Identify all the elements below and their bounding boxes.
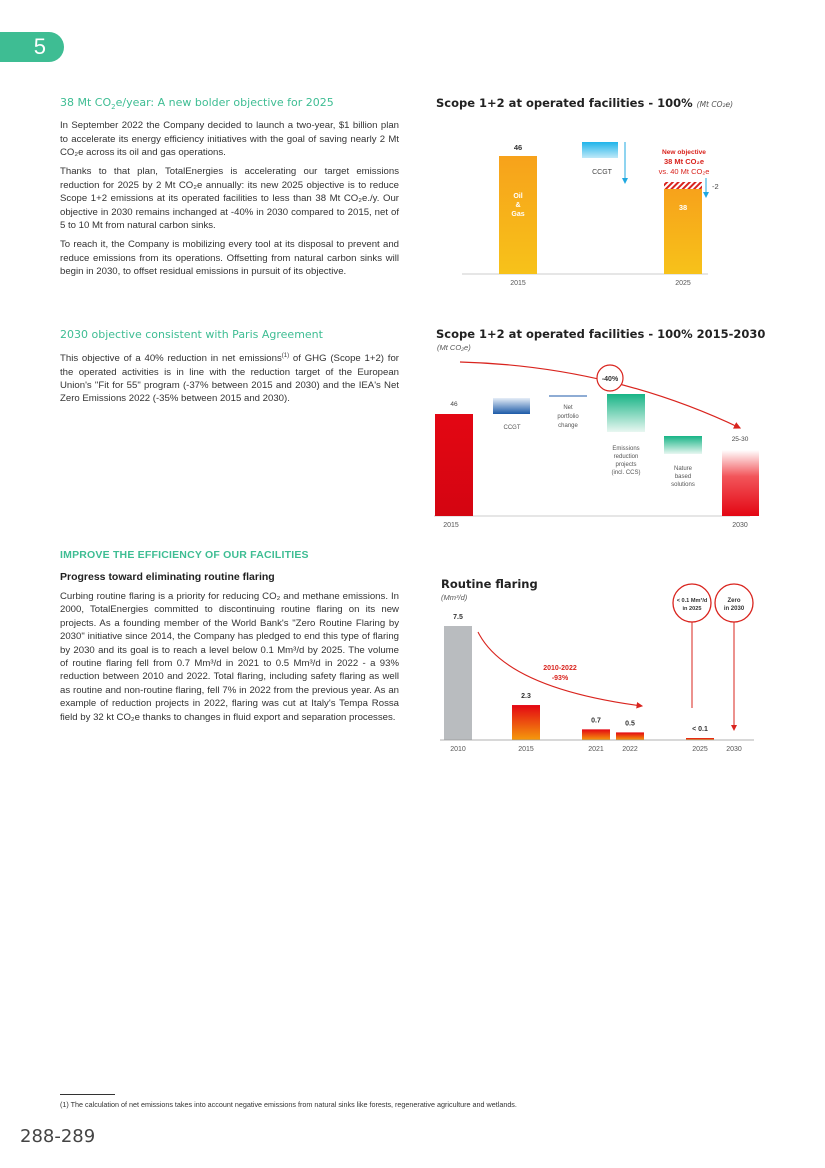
paragraph: Curbing routine flaring is a priority for reducing CO₂ and methane emissions. In 2000, TotalEnergies committed to discontinuing routine flaring on its new projects. As a founding member of the World Bank's "Zero Routine Flaring by 2030" initiative since 2014, the Company has pledged to end this type of flaring by 2030 and its goal is to reach a level below 0.1 Mm³/d by 2025. The volume of routine flaring fell from 0.7 Mm³/d in 2021 to 0.5 Mm³/d in 2022 - a 93% reduction between 2010 and 2022. Total flaring, including safety flaring as well as routine and non-routine flaring, fell 7% in 2022 from the previous year. As an example of reduction projects in 2022, flaring was cut at Italy's Tempa Rossa field by 32 kt CO₂e thanks to changes in fluid export and separation processes. — [60, 591, 399, 723]
chart2-unit: (Mt CO₂e) — [437, 343, 471, 352]
chart1-bar-2025 — [664, 189, 702, 274]
chart3-value-2015: 2.3 — [521, 693, 531, 701]
chart2-step-label: Emissions — [612, 446, 640, 452]
chart2-step-projects — [607, 394, 645, 432]
chart1-value-2015: 46 — [513, 143, 523, 152]
chart3-title: Routine flaring — [441, 577, 538, 591]
section-paris-agreement — [60, 328, 399, 412]
sub-heading: Progress toward eliminating routine flaring — [60, 571, 275, 583]
chart2-value-2015: 46 — [450, 401, 458, 408]
chart2-value-2030: 25-30 — [731, 436, 749, 443]
chart3-target-2030: Zero — [727, 598, 741, 604]
chart2-reduction-label: -40% — [601, 376, 619, 383]
paragraph: Thanks to that plan, TotalEnergies is accelerating our target emissions reduction for 2025 by 2 Mt CO₂e annually: its new 2025 objective is to reduce Scope 1+2 emissions at its operated facilities to less than 38 Mt CO₂e./y. Our objective in 2030 remains inchanged at -40% in 2030 compared to 2015, net of 5 to 10 Mt from natural carbon sinks. — [60, 166, 399, 232]
chart1-x-tick: 2025 — [675, 280, 691, 287]
chart2-step-label: projects — [615, 462, 637, 468]
chart1-x-tick: 2015 — [510, 280, 526, 287]
section-2025-objective — [60, 96, 399, 285]
chart2-step-label: (incl. CCS) — [611, 470, 641, 476]
chart3-value-2025: < 0.1 — [692, 726, 708, 733]
chart3-bar-2021 — [582, 729, 610, 740]
chart2-step-label: reduction — [613, 454, 639, 460]
chart1-ccgt-label: CCGT — [592, 169, 612, 176]
chart1-ccgt-bar — [582, 142, 618, 158]
chart1-annotation: New objective — [662, 149, 706, 156]
chart3-x-tick: 2025 — [692, 746, 708, 753]
section-heading: 2030 objective consistent with Paris Agreement — [60, 328, 323, 341]
chart3-unit: (Mm³/d) — [441, 593, 468, 602]
chapter-number-tab: 5 — [0, 32, 64, 62]
chart2-step-label: based — [674, 474, 692, 480]
chart1-bar-label: Gas — [511, 211, 525, 218]
chart3-target-2025: < 0.1 Mm³/d — [676, 598, 708, 604]
chart2-bar-2030 — [722, 450, 759, 516]
chart3-x-tick: 2015 — [518, 746, 534, 753]
section-heading: IMPROVE THE EFFICIENCY OF OUR FACILITIES — [60, 549, 309, 561]
paragraph: To reach it, the Company is mobilizing every tool at its disposal to prevent and reduce emissions from its operations. Offsetting from natural carbon sinks will begin in 2030, to offset residual emissions in pursuit of its objective. — [60, 239, 399, 278]
chart2-title: Scope 1+2 at operated facilities - 100% 2015-2030 — [436, 327, 766, 341]
chart3-bar-2015 — [512, 705, 540, 740]
paragraph: This objective of a 40% reduction in net emissions$^{(1)}$ of GHG (Scope 1+2) for the operated activities is in line with the reduction target of the European Union's "Fit for 55" program (-37% between 2015 and 2030) and the IEA's Net Zero Emissions 2022 (-35% between 2015 and 2030). — [60, 353, 399, 405]
section-heading: 38 Mt $CO_2e$/year: A new bolder objective for 2025 — [60, 96, 334, 112]
chart3-value-2021: 0.7 — [591, 717, 601, 725]
chart3-target-2025: in 2025 — [682, 606, 702, 612]
chart3-x-tick: 2030 — [726, 746, 742, 753]
chart3-bar-2010 — [444, 626, 472, 740]
chart2-step-label: Nature — [673, 466, 693, 472]
paragraph: In September 2022 the Company decided to launch a two-year, $1 billion plan to accelerate its energy efficiency initiatives with the goal of saving nearly 2 Mt CO₂e across its oil and gas operations. — [60, 120, 399, 158]
chart3-trend-label: -93% — [551, 675, 569, 682]
chart3-bar-2022 — [616, 732, 644, 740]
chart2-step-label: portfolio — [557, 414, 579, 420]
chart1-annotation: 38 Mt CO₂e — [663, 157, 705, 166]
chart3-x-tick: 2021 — [588, 746, 604, 753]
page-number: 288-289 — [20, 1126, 96, 1147]
chart1-bar-label: Oil — [513, 193, 523, 200]
section-facilities-efficiency — [60, 549, 399, 730]
chart2-x-tick: 2015 — [443, 522, 459, 529]
chart3-target-2030: in 2030 — [723, 606, 745, 612]
chart3-value-2022: 0.5 — [625, 720, 635, 728]
chart1-title: Scope 1+2 at operated facilities - 100% (Mt CO₂e) — [436, 96, 734, 110]
chart1-value-2025: 38 — [678, 203, 688, 212]
chart2-step-nature — [664, 436, 702, 454]
chart3 — [436, 580, 760, 756]
chart2-step-label: Net — [563, 405, 573, 411]
chart2 — [430, 352, 760, 534]
chart1 — [436, 112, 726, 292]
chart3-value-2010: 7.5 — [453, 614, 463, 621]
footnote: (1) The calculation of net emissions takes into account negative emissions from natural sinks like forests, regenerative agriculture and wetlands. — [60, 1100, 517, 1109]
footnote-rule — [60, 1094, 115, 1095]
chart3-x-tick: 2010 — [450, 746, 466, 753]
chart2-bar-2015 — [435, 414, 473, 516]
chart3-x-tick: 2022 — [622, 746, 638, 753]
chart2-step-ccgt — [493, 398, 530, 414]
chart1-bar-label: & — [515, 202, 521, 209]
chart1-annotation: vs. 40 Mt CO₂e — [658, 167, 710, 176]
chart2-step-label: solutions — [671, 482, 695, 488]
chart1-hatch — [664, 182, 702, 189]
chart1-delta: -2 — [712, 182, 719, 191]
chart2-step-label: CCGT — [503, 425, 521, 431]
chart2-x-tick: 2030 — [732, 522, 748, 529]
chart3-trend-label: 2010-2022 — [543, 665, 577, 672]
chart2-step-label: change — [558, 423, 578, 429]
